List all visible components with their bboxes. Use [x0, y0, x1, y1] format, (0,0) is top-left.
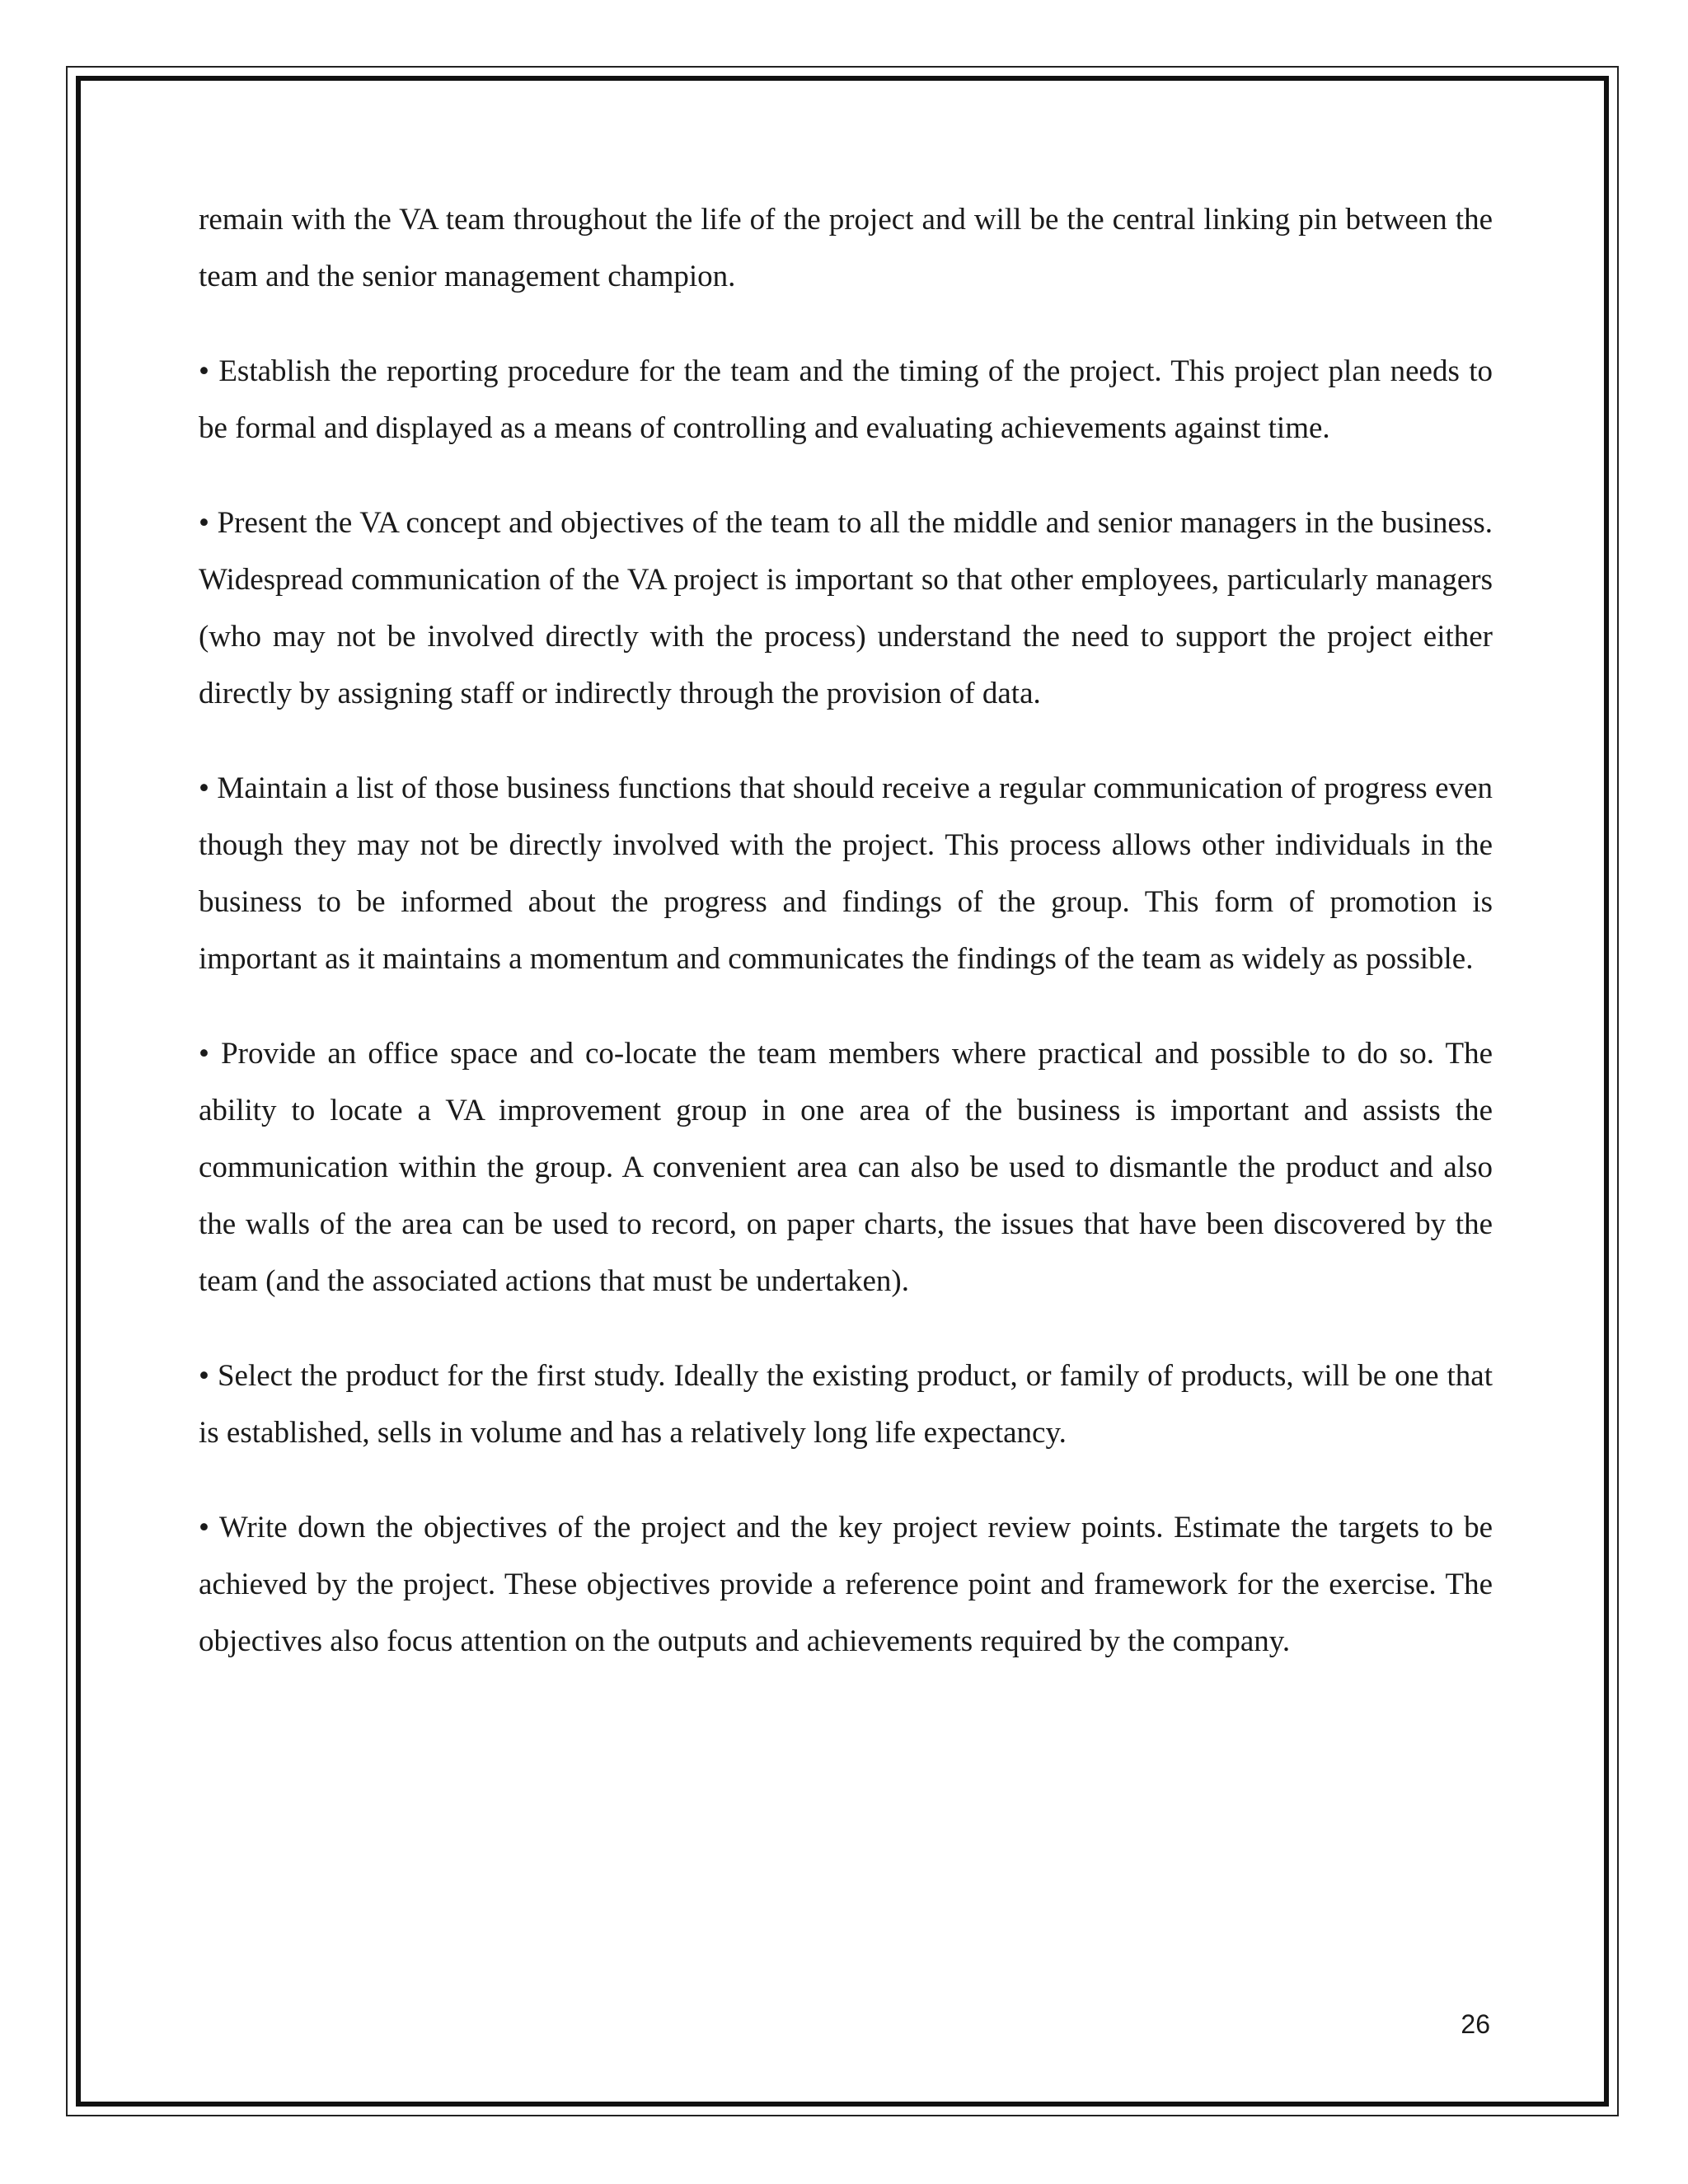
bullet-reporting-procedure: • Establish the reporting procedure for the team and the timing of the project. This project plan needs to be formal and displayed as a means of controlling and evaluating achievements against time. — [199, 354, 1493, 445]
page-body — [199, 191, 1493, 1708]
bullet-write-objectives: • Write down the objectives of the project and the key project review points. Estimate the targets to be achieved by the project. These objectives provide a reference point and framework for the exercise. The objectives also focus attention on the outputs and achievements required by the company. — [199, 1511, 1493, 1658]
paragraph-continuation: remain with the VA team throughout the life of the project and will be the central linking pin between the team and the senior management champion. — [199, 203, 1493, 293]
bullet-office-space: • Provide an office space and co-locate the team members where practical and possible to do so. The ability to locate a VA improvement group in one area of the business is important and assists the communication within the group. A convenient area can also be used to dismantle the product and also the walls of the area can be used to record, on paper charts, the issues that have been discovered by the team (and the associated actions that must be undertaken). — [199, 1037, 1493, 1298]
bullet-select-product: • Select the product for the first study. Ideally the existing product, or family of products, will be one that is established, sells in volume and has a relatively long life expectancy. — [199, 1359, 1493, 1450]
page-number: 26 — [1461, 2009, 1490, 2039]
bullet-maintain-list: • Maintain a list of those business functions that should receive a regular communication of progress even though they may not be directly involved with the project. This process allows other individuals in the business to be informed about the progress and findings of the group. This form of promotion is important as it maintains a momentum and communicates the findings of the team as widely as possible. — [199, 771, 1493, 976]
bullet-present-va-concept: • Present the VA concept and objectives of the team to all the middle and senior managers in the business. Widespread communication of the VA project is important so that other employees, particularly managers (who may not be involved directly with the process) understand the need to support the project either directly by assigning staff or indirectly through the provision of data. — [199, 506, 1493, 710]
